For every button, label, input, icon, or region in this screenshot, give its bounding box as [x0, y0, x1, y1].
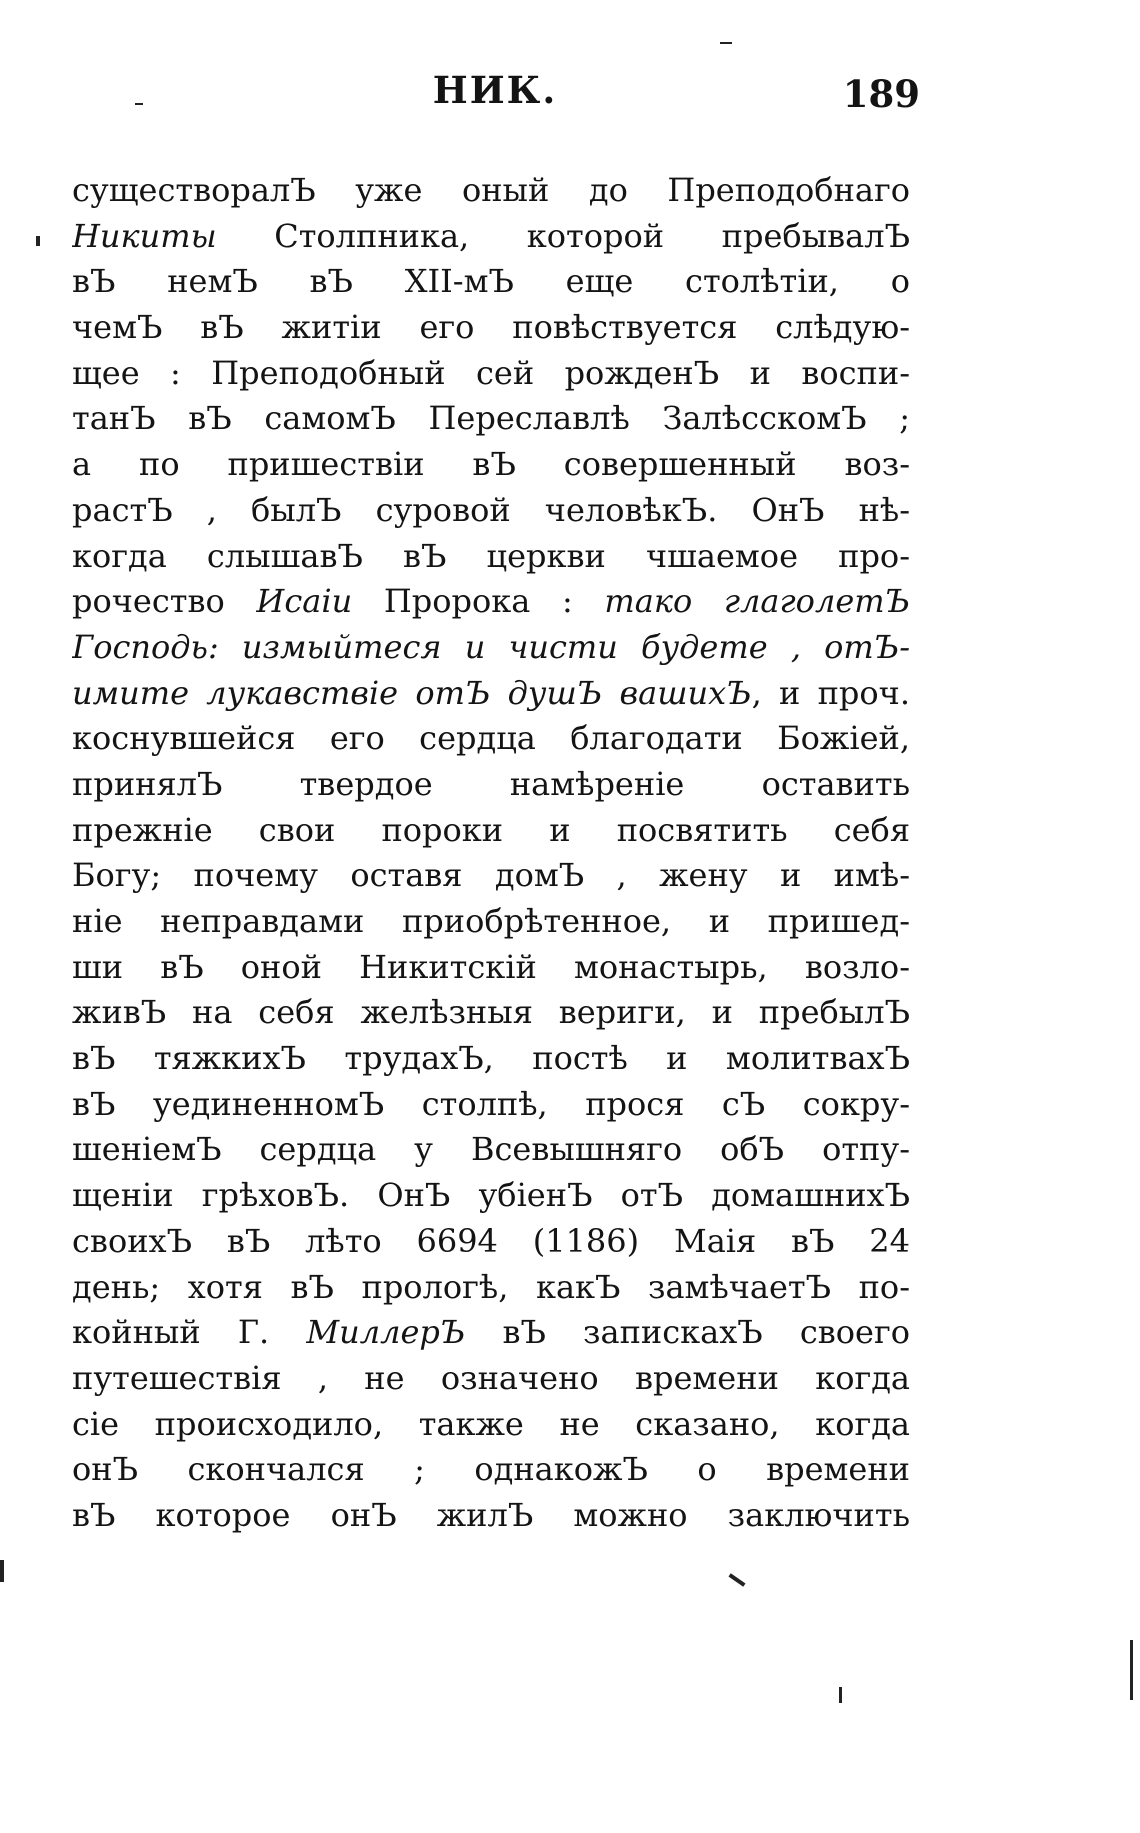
text-line: [72, 990, 910, 1036]
page-number: 189: [842, 72, 920, 116]
text-line: [72, 442, 910, 488]
text-run: своихЪ вЪ лѣто 6694 (1186) Маія вЪ 24: [72, 1221, 910, 1260]
text-line: [72, 1265, 910, 1311]
text-run: живЪ на себя желѣзныя вериги, и пребылЪ: [72, 993, 910, 1032]
text-run: танЪ вЪ самомЪ Переславлѣ ЗалѣсскомЪ ;: [72, 399, 910, 438]
page-header: [70, 68, 920, 128]
text-line: [72, 1402, 910, 1448]
text-run: вЪ тяжкихЪ трудахЪ, постѣ и молитвахЪ: [72, 1039, 910, 1078]
text-line: [72, 351, 910, 397]
text-line: [72, 762, 910, 808]
text-run: Пророка :: [352, 582, 605, 621]
italic-text: МиллерЪ: [306, 1313, 466, 1352]
text-run: шеніемЪ сердца у Всевышняго обЪ отпу-: [72, 1130, 910, 1169]
text-line: [72, 488, 910, 534]
text-run: вЪ запискахЪ своего: [465, 1313, 910, 1352]
text-run: путешествія , не означено времени когда: [72, 1358, 910, 1397]
text-line: [72, 716, 910, 762]
text-run: щее : Преподобный сей рожденЪ и воспи-: [72, 353, 910, 392]
italic-text: имите лукавствіе отЪ душЪ вашихЪ: [72, 673, 752, 712]
scan-speck: [1130, 1640, 1133, 1700]
text-run: существоралЪ уже оный до Преподобнаго: [72, 171, 910, 209]
text-run: рочество: [72, 582, 257, 621]
text-line: [72, 396, 910, 442]
scan-speck: [135, 103, 143, 105]
text-run: ши вЪ оной Никитскій монастырь, возло-: [72, 947, 910, 986]
text-run: Богу; почему оставя домЪ , жену и имѣ-: [72, 856, 910, 895]
text-line: [72, 1447, 910, 1493]
text-run: онЪ скончался ; однакожЪ о времени: [72, 1450, 910, 1489]
scan-speck: [720, 42, 732, 44]
text-run: прежніе свои пороки и посвятить себя: [72, 810, 910, 849]
text-line: [72, 808, 910, 854]
text-line: [72, 1127, 910, 1173]
text-run: а по пришествіи вЪ совершенный воз-: [72, 445, 910, 484]
italic-text: тако глаголетЪ: [604, 582, 910, 621]
text-line: [72, 259, 910, 305]
text-run: Столпника, которой пребывалЪ: [216, 216, 910, 255]
text-line: [72, 625, 910, 671]
text-line: [72, 534, 910, 580]
text-run: вЪ уединенномЪ столпѣ, прося сЪ сокру-: [72, 1084, 910, 1123]
text-run: когда слышавЪ вЪ церкви чшаемое про-: [72, 536, 910, 575]
text-line: [72, 1082, 910, 1128]
text-line: [72, 305, 910, 351]
text-line: [72, 1219, 910, 1265]
text-line: [72, 1493, 910, 1539]
scan-speck: [36, 236, 40, 246]
text-run: сіе происходило, также не сказано, когда: [72, 1404, 910, 1443]
scan-speck: [839, 1687, 842, 1703]
text-run: щеніи грѣховЪ. ОнЪ убіенЪ отЪ домашнихЪ: [72, 1176, 910, 1215]
text-line: [72, 899, 910, 945]
italic-text: Господь: измыйтеся и чисти будете , отЪ-: [72, 627, 910, 666]
text-run: ніе неправдами приобрѣтенное, и пришед-: [72, 902, 910, 940]
text-line: [72, 853, 910, 899]
text-line: [72, 214, 910, 260]
text-run: принялЪ твердое намѣреніе оставить: [72, 764, 910, 803]
text-line: [72, 1356, 910, 1402]
text-line: [72, 1310, 910, 1356]
text-line: [72, 945, 910, 991]
text-run: , и проч.: [751, 673, 910, 712]
text-line: [72, 168, 910, 214]
scan-speck: [728, 1573, 745, 1587]
text-run: вЪ которое онЪ жилЪ можно заключить: [72, 1495, 910, 1534]
scan-speck: [0, 1560, 4, 1582]
text-run: растЪ , былЪ суровой человѣкЪ. ОнЪ нѣ-: [72, 490, 910, 529]
text-run: койный Г.: [72, 1313, 307, 1352]
text-line: [72, 671, 910, 717]
text-run: день; хотя вЪ прологѣ, какЪ замѣчаетЪ по-: [72, 1267, 910, 1306]
text-run: вЪ немЪ вЪ XII-мЪ еще столѣтіи, о: [72, 262, 910, 301]
text-line: [72, 1173, 910, 1219]
text-run: чемЪ вЪ житіи его повѣствуется слѣдую-: [72, 308, 910, 347]
italic-text: Исаіи: [256, 582, 353, 621]
running-head: НИК.: [432, 68, 558, 112]
text-line: [72, 1036, 910, 1082]
text-line: [72, 579, 910, 625]
body-text: [72, 168, 910, 1539]
text-run: коснувшейся его сердца благодати Божіей,: [72, 719, 910, 758]
italic-text: Никиты: [72, 216, 217, 255]
